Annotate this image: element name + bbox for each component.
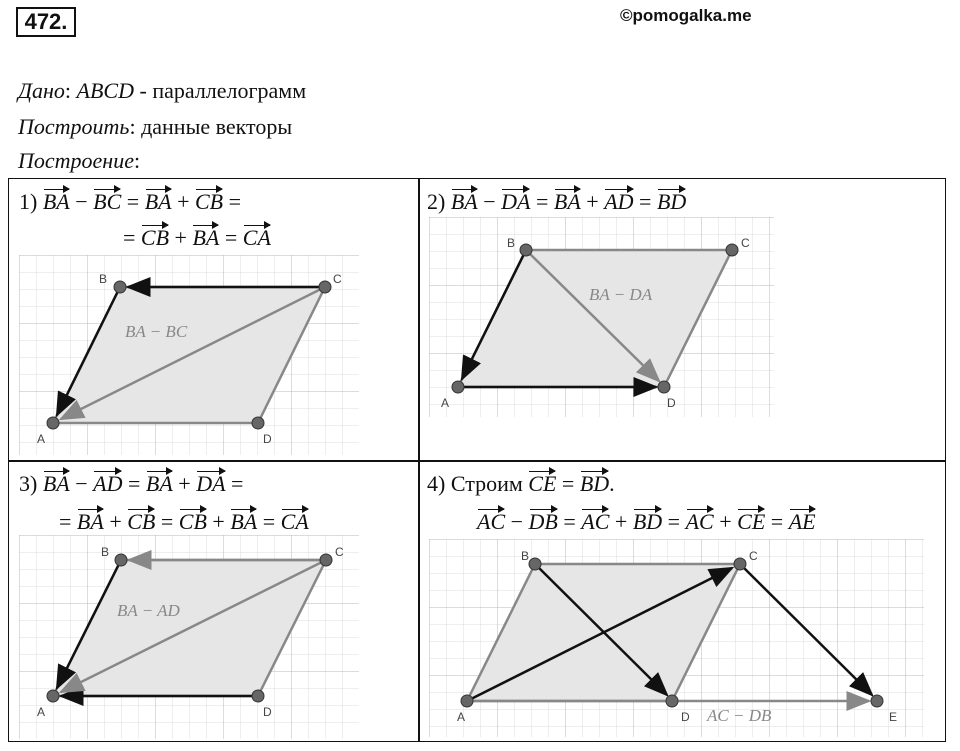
operator: = <box>121 189 145 214</box>
point-label-a: A <box>37 705 46 719</box>
difference-annotation: BA − BC <box>125 322 188 341</box>
vector-label: BC <box>93 185 121 215</box>
point-label-a: A <box>37 432 46 446</box>
operator: = <box>155 509 179 534</box>
vector-label: AC <box>477 505 505 535</box>
construction-colon: : <box>133 148 141 173</box>
operator: − <box>477 189 502 214</box>
vector-label: BA <box>146 467 173 497</box>
point-c <box>734 558 746 570</box>
point-d <box>658 381 670 393</box>
operator: = <box>633 189 657 214</box>
cell2-number: 2) <box>427 189 451 214</box>
cell2-equation <box>427 185 686 215</box>
vector-label: BA <box>43 467 70 497</box>
construction-line <box>18 148 140 174</box>
point-label-b: B <box>99 272 108 286</box>
vector-label: AC <box>581 505 609 535</box>
point-b <box>115 554 127 566</box>
operator: = <box>122 471 146 496</box>
cell4-number: 4) <box>427 471 451 496</box>
vector-label: BA <box>451 185 478 215</box>
vector-label: BD <box>633 505 662 535</box>
operator: + <box>169 225 193 250</box>
construct-text: Строим <box>450 471 529 496</box>
point-label-d: D <box>263 705 272 719</box>
operator: = <box>225 471 244 496</box>
operator: = <box>123 225 141 250</box>
operator: + <box>206 509 231 534</box>
point-label-b: B <box>101 545 110 559</box>
operator: = <box>530 189 554 214</box>
table-horizontal-divider <box>9 460 945 462</box>
operator: . <box>609 471 615 496</box>
point-label-c: C <box>335 545 344 559</box>
given-text: - параллелограмм <box>134 78 307 103</box>
cell1-equation-line1 <box>19 185 241 215</box>
vector-label: CB <box>141 221 169 251</box>
vector-label: BD <box>657 185 686 215</box>
operator: = <box>765 509 789 534</box>
vector-label: BA <box>230 505 257 535</box>
operator: + <box>713 509 738 534</box>
point-a <box>452 381 464 393</box>
construct-text: : данные векторы <box>129 114 293 139</box>
point-d <box>252 417 264 429</box>
vector-label: DB <box>529 505 558 535</box>
point-label-d: D <box>263 432 272 446</box>
cell3-equation-line2 <box>59 505 309 535</box>
point-d <box>252 690 264 702</box>
vector-label: AE <box>789 505 816 535</box>
difference-annotation: AC − DB <box>707 706 772 725</box>
point-label-b: B <box>507 236 516 250</box>
vector-label: BA <box>192 221 219 251</box>
vector-label: CE <box>737 505 765 535</box>
construct-line <box>18 114 292 140</box>
cell1-equation-line2 <box>123 221 271 251</box>
cell4-diagram <box>429 539 924 737</box>
construction-label: Построение <box>18 148 134 173</box>
vector-label: BA <box>145 185 172 215</box>
operator: = <box>662 509 686 534</box>
vector-label: CE <box>528 467 556 497</box>
vector-label: AC <box>686 505 714 535</box>
operator: = <box>556 471 580 496</box>
point-a <box>47 690 59 702</box>
vector-label: AD <box>604 185 633 215</box>
operator: = <box>257 509 281 534</box>
point-label-d: D <box>667 396 676 410</box>
point-c <box>320 554 332 566</box>
point-c <box>319 281 331 293</box>
cell2-diagram <box>429 217 774 417</box>
given-line <box>18 78 306 104</box>
point-label-c: C <box>333 272 342 286</box>
vector-label: CA <box>281 505 309 535</box>
operator: = <box>219 225 243 250</box>
vector-label: CB <box>179 505 207 535</box>
watermark: ©pomogalka.me <box>620 6 752 25</box>
point-c <box>726 244 738 256</box>
vector-label: DA <box>196 467 225 497</box>
point-label-d: D <box>681 710 690 724</box>
operator: − <box>505 509 529 534</box>
difference-annotation: BA − AD <box>117 601 180 620</box>
cell4-equation-line1 <box>427 467 615 497</box>
point-b <box>529 558 541 570</box>
problem-number: 472. <box>16 7 76 37</box>
point-a <box>461 695 473 707</box>
operator: = <box>59 509 77 534</box>
point-e <box>871 695 883 707</box>
operator: + <box>171 189 195 214</box>
cell1-diagram <box>19 255 359 455</box>
operator: = <box>223 189 242 214</box>
cell3-equation-line1 <box>19 467 243 497</box>
operator: = <box>557 509 582 534</box>
solution-table <box>8 178 946 742</box>
point-label-b: B <box>521 549 530 563</box>
operator: − <box>69 471 94 496</box>
operator: + <box>609 509 633 534</box>
point-b <box>520 244 532 256</box>
given-colon: : <box>64 78 72 103</box>
vector-label: CB <box>195 185 223 215</box>
vector-label: AD <box>93 467 122 497</box>
point-label-a: A <box>457 710 466 724</box>
vector-label: BA <box>554 185 581 215</box>
construct-label: Построить <box>18 114 130 139</box>
vector-label: BA <box>77 505 104 535</box>
point-d <box>666 695 678 707</box>
given-figure: ABCD <box>76 78 134 103</box>
point-label-c: C <box>741 236 750 250</box>
point-label-e: E <box>889 710 898 724</box>
vector-label: CA <box>243 221 271 251</box>
cell3-number: 3) <box>19 471 43 496</box>
point-b <box>114 281 126 293</box>
operator: + <box>580 189 605 214</box>
vector-label: BD <box>580 467 609 497</box>
point-label-c: C <box>749 549 758 563</box>
point-label-a: A <box>441 396 450 410</box>
cell3-diagram <box>19 535 359 739</box>
given-label: Дано <box>18 78 65 103</box>
vector-label: CB <box>127 505 155 535</box>
difference-annotation: BA − DA <box>589 285 653 304</box>
operator: + <box>172 471 197 496</box>
operator: − <box>69 189 94 214</box>
vector-label: BA <box>43 185 70 215</box>
cell4-equation-line2 <box>477 505 816 535</box>
cell1-number: 1) <box>19 189 43 214</box>
vector-label: DA <box>501 185 530 215</box>
point-a <box>47 417 59 429</box>
operator: + <box>103 509 128 534</box>
